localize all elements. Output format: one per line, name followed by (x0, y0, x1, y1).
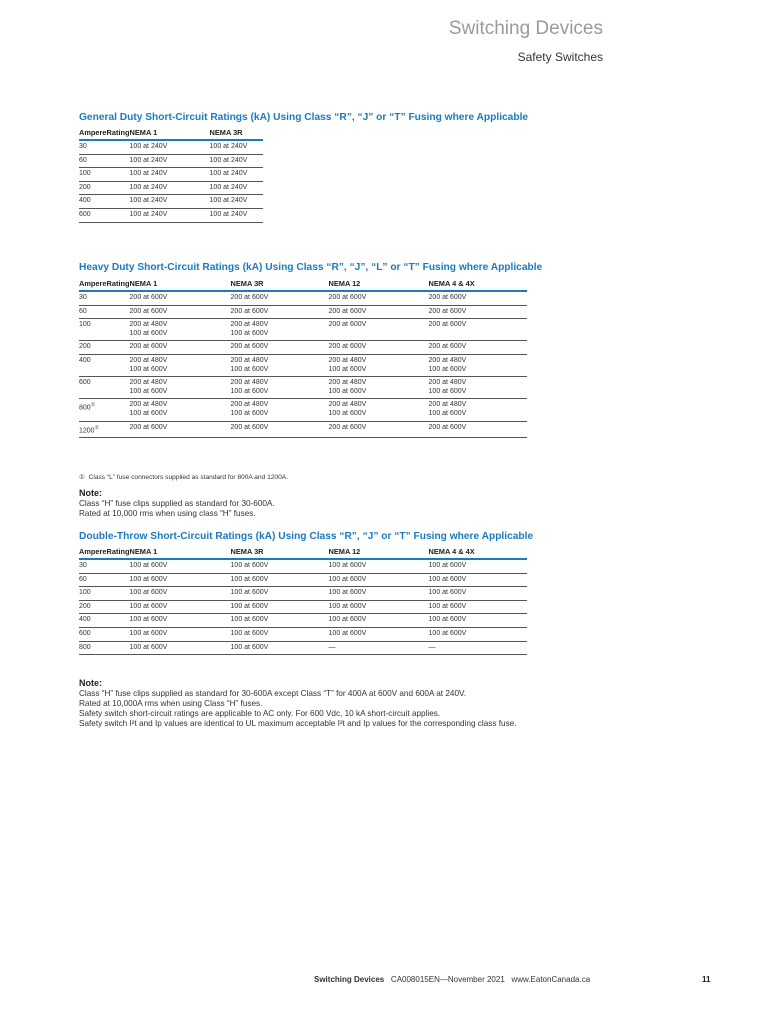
rating-cell: 200 at 600V (130, 291, 231, 305)
ampere-rating-cell: 400 (79, 195, 130, 209)
cell-line: 200 at 480V (129, 401, 168, 409)
rating-cell: — (429, 641, 527, 655)
rating-cell: 100 at 600V (329, 627, 429, 641)
rating-cell: 100 at 600V (429, 587, 527, 601)
rating-cell: 100 at 600V (130, 627, 231, 641)
ampere-rating-cell: 60 (79, 305, 130, 319)
rating-cell: 100 at 600V (130, 614, 231, 628)
ampere-rating-cell: 600 (79, 627, 130, 641)
rating-cell: 200 at 600V (429, 341, 527, 355)
header-subtitle: Safety Switches (517, 50, 603, 64)
rating-cell (429, 377, 527, 399)
rating-cell: 100 at 600V (329, 614, 429, 628)
double-throw-note-heading: Note: (79, 678, 102, 688)
heavy-duty-footnote (79, 473, 288, 481)
rating-cell: 100 at 240V (130, 140, 210, 154)
footnote-text: Class “L” fuse connectors supplied as standard for 800A and 1200A. (88, 474, 288, 481)
ampere-rating-cell: 600 (79, 377, 130, 399)
heavy-duty-table (79, 279, 527, 438)
footnote-marker: ① (79, 474, 85, 481)
cell-line: 100 at 600V (328, 387, 367, 395)
ampere-rating-cell: 100 (79, 319, 130, 341)
table-row (79, 154, 263, 168)
rating-cell (231, 399, 329, 421)
column-header: NEMA 1 (130, 128, 210, 140)
table-row (79, 600, 527, 614)
header-title: Switching Devices (448, 18, 603, 39)
rating-cell: 100 at 240V (210, 195, 263, 209)
rating-cell: 200 at 600V (329, 421, 429, 438)
ampere-rating-value: 800 (79, 404, 91, 412)
cell-line: 200 at 480V (428, 379, 467, 387)
rating-cell: 100 at 600V (329, 573, 429, 587)
rating-cell: — (329, 641, 429, 655)
footnote-ref: ① (90, 402, 96, 409)
cell-line: 100 at 600V (230, 409, 269, 417)
ampere-rating-cell: 200 (79, 600, 130, 614)
rating-cell: 200 at 600V (329, 319, 429, 341)
cell-line: 100 at 600V (129, 409, 168, 417)
rating-cell: 200 at 600V (429, 305, 527, 319)
ampere-rating-cell: 30 (79, 140, 130, 154)
table-row (79, 559, 527, 573)
rating-cell: 200 at 600V (231, 305, 329, 319)
table-row (79, 399, 527, 421)
cell-line: 100 at 600V (230, 365, 269, 373)
ampere-rating-cell: 100 (79, 587, 130, 601)
column-header: NEMA 1 (130, 547, 231, 559)
cell-line: 100 at 600V (428, 409, 467, 417)
rating-cell (130, 399, 231, 421)
cell-line: 200 at 480V (428, 356, 467, 364)
table-row (79, 421, 527, 438)
cell-line: 100 at 600V (428, 387, 467, 395)
rating-cell (429, 399, 527, 421)
table-row (79, 140, 263, 154)
rating-cell: 100 at 600V (231, 614, 329, 628)
heavy-duty-note-heading: Note: (79, 488, 102, 498)
rating-cell: 200 at 600V (329, 291, 429, 305)
rating-cell: 200 at 600V (231, 341, 329, 355)
table-row (79, 377, 527, 399)
column-header: NEMA 3R (231, 547, 329, 559)
ampere-rating-cell: 30 (79, 559, 130, 573)
rating-cell: 100 at 600V (429, 614, 527, 628)
footer-url: www.EatonCanada.ca (511, 975, 591, 984)
rating-cell: 100 at 240V (210, 181, 263, 195)
rating-cell: 200 at 600V (429, 291, 527, 305)
ampere-rating-cell: 400 (79, 354, 130, 376)
rating-cell (130, 377, 231, 399)
ampere-rating-cell: 30 (79, 291, 130, 305)
column-header-ampere-rating (79, 128, 130, 140)
rating-cell: 100 at 240V (130, 208, 210, 222)
cell-line: Rating (106, 547, 130, 556)
note-line: Safety switch short-circuit ratings are applicable to AC only. For 600 Vdc, 10 kA short-circuit applies. (79, 709, 441, 718)
rating-cell: 100 at 600V (130, 559, 231, 573)
cell-line: 100 at 600V (129, 329, 168, 337)
rating-cell: 100 at 240V (130, 195, 210, 209)
cell-line: Rating (106, 279, 130, 288)
column-header-ampere-rating (79, 547, 130, 559)
rating-cell: 100 at 600V (329, 587, 429, 601)
table-header-row (79, 128, 263, 140)
table-row (79, 641, 527, 655)
table-row (79, 291, 527, 305)
rating-cell (231, 354, 329, 376)
cell-line: 200 at 480V (328, 379, 367, 387)
table-row (79, 341, 527, 355)
cell-line: Ampere (79, 279, 107, 288)
cell-line: 100 at 600V (328, 409, 367, 417)
cell-line: 200 at 480V (129, 356, 168, 364)
table-row (79, 305, 527, 319)
rating-cell: 200 at 600V (130, 305, 231, 319)
rating-cell: 200 at 600V (130, 341, 231, 355)
page-number: 11 (702, 975, 711, 984)
table-row (79, 627, 527, 641)
ampere-rating-cell: 100 (79, 168, 130, 182)
cell-line: Ampere (79, 128, 107, 137)
column-header: NEMA 4 & 4X (429, 547, 527, 559)
ampere-rating-cell (79, 399, 130, 421)
note-line: Class “H” fuse clips supplied as standard for 30-600A. (79, 499, 275, 508)
rating-cell: 100 at 240V (210, 168, 263, 182)
ampere-rating-cell: 600 (79, 208, 130, 222)
rating-cell: 100 at 600V (329, 600, 429, 614)
rating-cell: 100 at 600V (329, 559, 429, 573)
cell-line: 100 at 600V (230, 329, 269, 337)
rating-cell: 100 at 600V (231, 627, 329, 641)
cell-line: 200 at 480V (230, 401, 269, 409)
rating-cell: 100 at 600V (429, 627, 527, 641)
rating-cell (329, 377, 429, 399)
ampere-rating-cell (79, 421, 130, 438)
rating-cell: 200 at 600V (231, 421, 329, 438)
cell-line: 200 at 480V (428, 401, 467, 409)
page-footer (314, 975, 590, 984)
rating-cell (130, 354, 231, 376)
rating-cell: 100 at 600V (130, 600, 231, 614)
rating-cell: 100 at 600V (231, 573, 329, 587)
table-row (79, 319, 527, 341)
rating-cell: 100 at 240V (210, 208, 263, 222)
ampere-rating-value: 1200 (79, 426, 95, 434)
cell-line: Rating (106, 128, 130, 137)
rating-cell (231, 377, 329, 399)
rating-cell: 100 at 600V (231, 559, 329, 573)
ampere-rating-cell: 200 (79, 341, 130, 355)
column-header: NEMA 1 (130, 279, 231, 291)
rating-cell: 100 at 240V (210, 140, 263, 154)
rating-cell (231, 319, 329, 341)
column-header-ampere-rating (79, 279, 130, 291)
double-throw-title: Double-Throw Short-Circuit Ratings (kA) Using Class “R”, “J” or “T” Fusing where Applicable (79, 531, 534, 542)
table-header-row (79, 279, 527, 291)
cell-line: 200 at 480V (328, 356, 367, 364)
rating-cell: 200 at 600V (231, 291, 329, 305)
rating-cell: 100 at 240V (130, 168, 210, 182)
rating-cell: 100 at 600V (130, 587, 231, 601)
heavy-duty-title: Heavy Duty Short-Circuit Ratings (kA) Using Class “R”, “J”, “L” or “T” Fusing where Applicable (79, 262, 543, 273)
double-throw-table (79, 547, 527, 655)
cell-line: 100 at 600V (428, 365, 467, 373)
footer-section: Switching Devices (314, 975, 385, 984)
column-header: NEMA 4 & 4X (429, 279, 527, 291)
table-row (79, 181, 263, 195)
rating-cell: 200 at 600V (130, 421, 231, 438)
ampere-rating-cell: 60 (79, 573, 130, 587)
rating-cell: 100 at 600V (231, 641, 329, 655)
table-header-row (79, 547, 527, 559)
rating-cell: 100 at 600V (231, 600, 329, 614)
rating-cell: 100 at 240V (130, 154, 210, 168)
note-line: Rated at 10,000A rms when using Class “H” fuses. (79, 699, 263, 708)
column-header: NEMA 3R (210, 128, 263, 140)
rating-cell (130, 319, 231, 341)
cell-line: Ampere (79, 547, 107, 556)
footnote-ref: ① (94, 424, 100, 431)
column-header: NEMA 12 (329, 279, 429, 291)
table-row (79, 354, 527, 376)
cell-line: 200 at 480V (230, 379, 269, 387)
ampere-rating-cell: 200 (79, 181, 130, 195)
general-duty-table (79, 128, 263, 223)
cell-line: 200 at 480V (129, 321, 168, 329)
cell-line: 200 at 480V (328, 401, 367, 409)
table-row (79, 614, 527, 628)
cell-line: 200 at 480V (230, 356, 269, 364)
rating-cell: 200 at 600V (429, 319, 527, 341)
table-row (79, 195, 263, 209)
cell-line: 100 at 600V (129, 387, 168, 395)
rating-cell: 100 at 600V (130, 641, 231, 655)
column-header: NEMA 12 (329, 547, 429, 559)
ampere-rating-cell: 60 (79, 154, 130, 168)
rating-cell (329, 354, 429, 376)
ampere-rating-cell: 400 (79, 614, 130, 628)
table-row (79, 573, 527, 587)
cell-line: 100 at 600V (328, 365, 367, 373)
table-row (79, 168, 263, 182)
rating-cell (329, 399, 429, 421)
rating-cell: 100 at 240V (130, 181, 210, 195)
cell-line: 200 at 480V (230, 321, 269, 329)
general-duty-title: General Duty Short-Circuit Ratings (kA) Using Class “R”, “J” or “T” Fusing where Applicable (79, 112, 529, 123)
note-line: Safety switch I²t and Ip values are identical to UL maximum acceptable I²t and Ip values for the corresponding class fuse. (79, 719, 517, 728)
rating-cell: 200 at 600V (329, 341, 429, 355)
footer-doc-id: CA008015EN—November 2021 (390, 975, 505, 984)
table-row (79, 587, 527, 601)
rating-cell: 100 at 600V (429, 600, 527, 614)
cell-line: 100 at 600V (230, 387, 269, 395)
table-row (79, 208, 263, 222)
note-line: Class “H” fuse clips supplied as standard for 30-600A except Class “T” for 400A at 600V and 600A at 240V. (79, 689, 467, 698)
ampere-rating-cell: 800 (79, 641, 130, 655)
rating-cell: 100 at 600V (429, 559, 527, 573)
column-header: NEMA 3R (231, 279, 329, 291)
rating-cell: 100 at 240V (210, 154, 263, 168)
rating-cell: 200 at 600V (429, 421, 527, 438)
cell-line: 100 at 600V (129, 365, 168, 373)
rating-cell: 100 at 600V (231, 587, 329, 601)
rating-cell (429, 354, 527, 376)
rating-cell: 100 at 600V (429, 573, 527, 587)
note-line: Rated at 10,000 rms when using class “H” fuses. (79, 509, 256, 518)
rating-cell: 100 at 600V (130, 573, 231, 587)
cell-line: 200 at 480V (129, 379, 168, 387)
rating-cell: 200 at 600V (329, 305, 429, 319)
